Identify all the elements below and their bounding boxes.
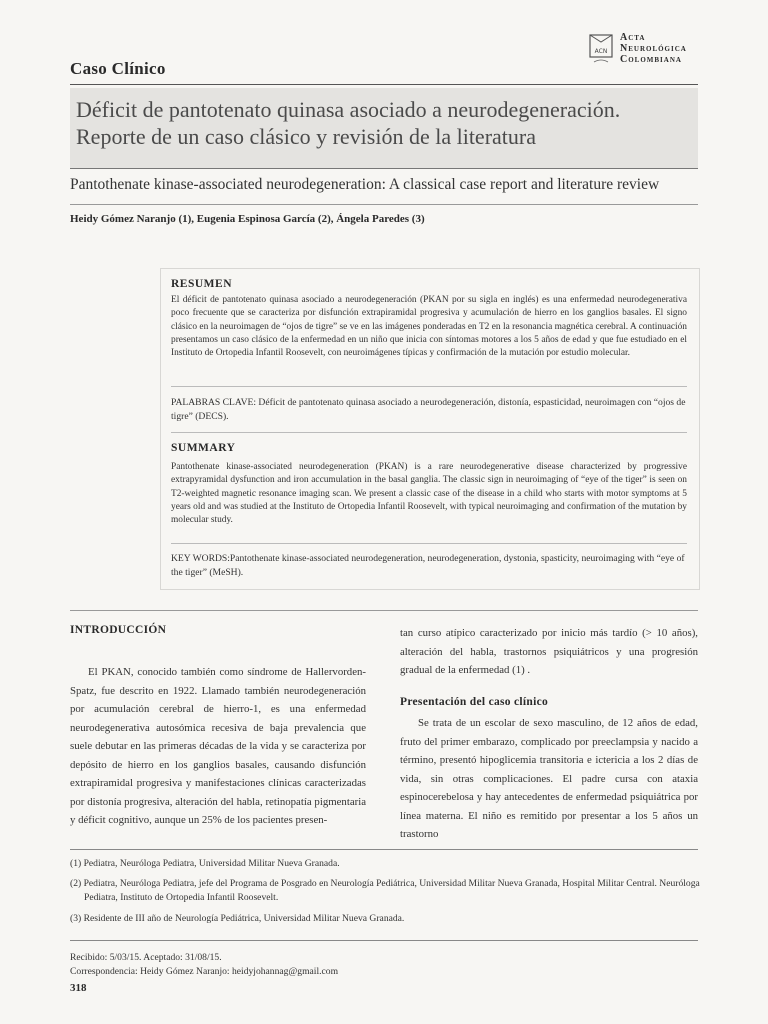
resumen-divider <box>171 386 687 387</box>
case-heading: Presentación del caso clínico <box>400 696 549 708</box>
summary-divider <box>171 543 687 544</box>
article-title <box>76 96 696 150</box>
author-list: Heidy Gómez Naranjo (1), Eugenia Espinosa García (2), Ángela Paredes (3) <box>70 213 425 225</box>
journal-name <box>620 32 687 65</box>
key-words: KEY WORDS:Pantothenate kinase-associated neurodegeneration, neurodegeneration, dystonia, spasticity, neuroimaging with “eye of the tiger” (MeSH). <box>171 553 685 578</box>
header-divider <box>70 84 698 85</box>
resumen-text: El déficit de pantotenato quinasa asociado a neurodegeneración (PKAN por su sigla en inglés) es una enfermedad neurodegenerativa poco frecuente que se caracteriza por disfunción extrapiramidal progresiva y acumulación de hierro en los ganglios basales. El signo clásico en la neuroimagen de “ojos de tigre” se ve en las imágenes ponderadas en T2 en la resonancia magnética cerebral. A continuación presentamos un caso clásico de la enfermedad en un niño que inicia con síntomas motores a los 5 años de edad y que fue estudiado en el Instituto de Ortopedia Infantil Roosevelt, con neuroimágenes típicas y confirmación de la mutación por estudio molecular. <box>171 295 687 359</box>
resumen-heading: RESUMEN <box>171 278 233 290</box>
footnote-1: (1) Pediatra, Neuróloga Pediatra, Universidad Militar Nueva Granada. <box>70 858 340 869</box>
footnote-divider <box>70 849 698 850</box>
english-title-divider <box>70 204 698 205</box>
intro-text: El PKAN, conocido también como síndrome de Hallervorden-Spatz, fue descrito en 1922. Llamado también neurodegeneración por acumulación cerebral de hierro-1, es una enfermedad neurodegenerativa autosómica recesiva de baja prevalencia que suele debutar en las primeras décadas de la vida y se caracteriza por depósito de hierro en los ganglios basales, causando disfunción extrapiramidal progresiva y manifestaciones clínicas caracterizadas por distonía progresiva, alteración del habla, retinopatía pigmentaria y déficit cognitivo, aunque un 25% de los pacientes presen- <box>70 666 366 826</box>
intro-continuation: tan curso atípico caracterizado por inicio más tardío (> 10 años), alteración del habla, trastornos psiquiátricos y una progresión gradual de la enfermedad (1) . <box>400 627 698 676</box>
journal-name-line: Acta <box>620 32 646 43</box>
footer-divider <box>70 940 698 941</box>
title-line: Reporte de un caso clásico y revisión de la literatura <box>76 124 536 149</box>
body-divider <box>70 610 698 611</box>
page-number: 318 <box>70 982 87 994</box>
keywords-divider <box>171 432 687 433</box>
title-divider <box>70 168 698 169</box>
received-dates: Recibido: 5/03/15. Aceptado: 31/08/15. <box>70 952 222 963</box>
section-label: Caso Clínico <box>70 59 166 78</box>
acn-emblem-icon <box>586 32 616 68</box>
footnote-2: (2) Pediatra, Neuróloga Pediatra, jefe del Programa de Posgrado en Neurología Pediátrica, Universidad Militar Nueva Granada, Hospital Militar Central. Neuróloga Pediatra, Instituto de Ortopedia Infantil Roosevelt. <box>70 878 700 903</box>
english-title: Pantothenate kinase-associated neurodegeneration: A classical case report and literature review <box>70 176 660 193</box>
footnote-3: (3) Residente de III año de Neurología Pediátrica, Universidad Militar Nueva Granada. <box>70 913 405 924</box>
palabras-clave: PALABRAS CLAVE: Déficit de pantotenato quinasa asociado a neurodegeneración, distonía, espasticidad, neuroimagen con “ojos de tigre” (DECS). <box>171 397 686 422</box>
journal-name-line: Colombiana <box>620 54 682 65</box>
svg-text:ACN: ACN <box>594 48 608 55</box>
summary-text: Pantothenate kinase-associated neurodegeneration (PKAN) is a rare neurodegenerative disease characterized by progressive extrapyramidal dysfunction and iron accumulation in the basal ganglia. The classic sign in neuroimaging of “eye of the tiger” is seen on T2-weighted magnetic resonance imaging scan. We present a classic case of the disease in a child who starts with motor symptoms at 5 years old and was studied at the Instituto de Ortopedia Infantil Roosevelt, with typical neuroimaging and confirmation of the mutation by molecular study. <box>171 462 687 526</box>
title-line: Déficit de pantotenato quinasa asociado a neurodegeneración. <box>76 97 621 122</box>
summary-heading: SUMMARY <box>171 442 236 454</box>
intro-heading: INTRODUCCIÓN <box>70 624 167 636</box>
case-text: Se trata de un escolar de sexo masculino, de 12 años de edad, fruto del primer embarazo, complicado por preeclampsia y nacido a término, presentó hipoglicemia transitoria e ictericia a los 2 días de vida, sin otras complicaciones. El padre cursa con ataxia espinocerebelosa y hay antecedentes de enfermedad psiquiátrica por línea materna. El niño es remitido por presentar a los 5 años un trastorno <box>400 717 698 840</box>
journal-name-line: Neurológica <box>620 43 687 54</box>
correspondence: Correspondencia: Heidy Gómez Naranjo: heidyjohannag@gmail.com <box>70 966 339 977</box>
journal-logo <box>586 28 706 76</box>
